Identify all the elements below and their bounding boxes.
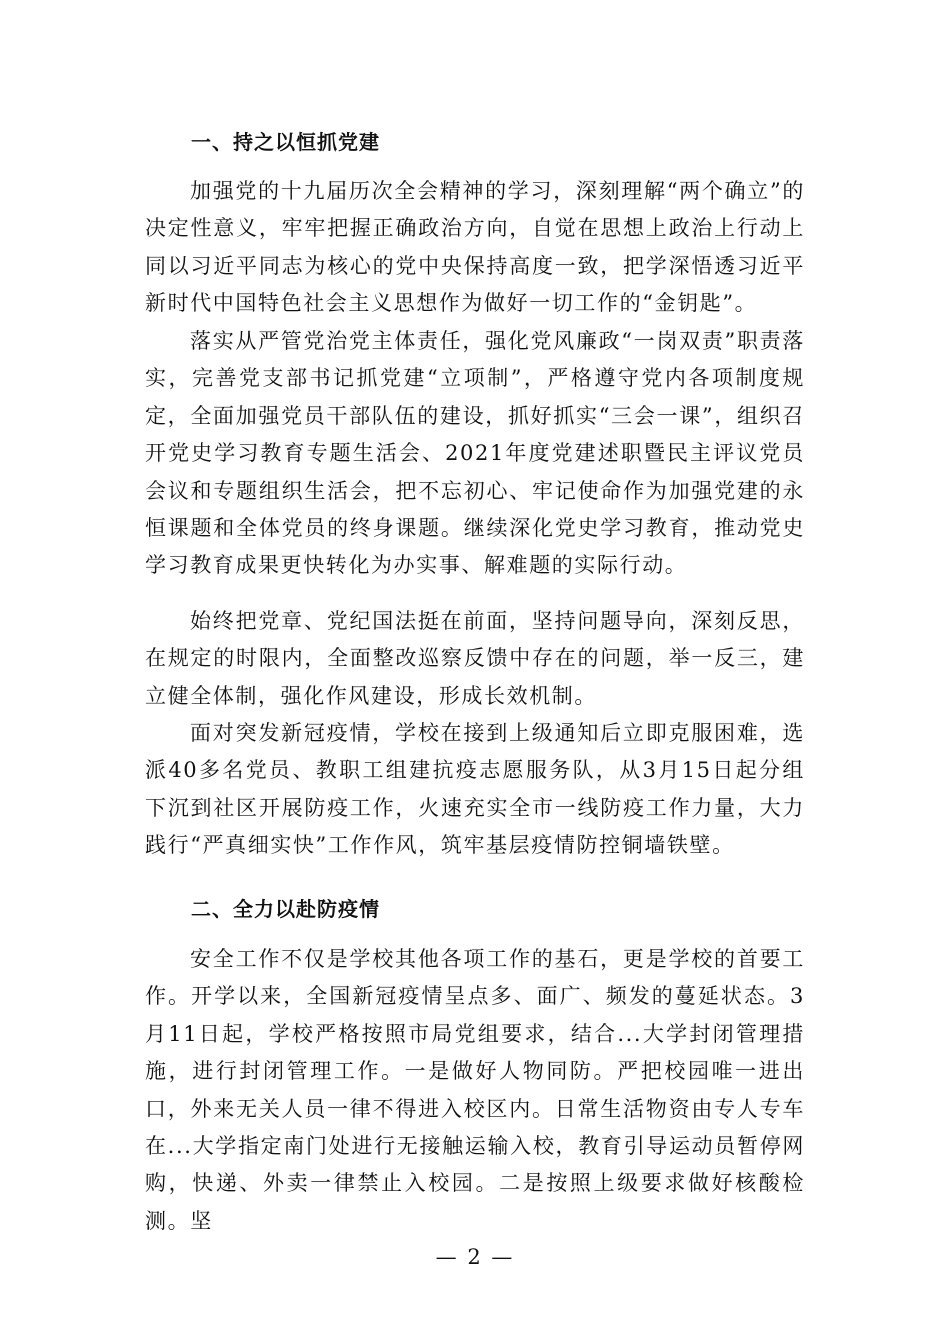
paragraph-3: 始终把党章、党纪国法挺在前面，坚持问题导向，深刻反思，在规定的时限内，全面整改巡察反馈中存在的问题，举一反三，建立健全体制，强化作风建设，形成长效机制。 xyxy=(145,609,805,708)
paragraph-4: 面对突发新冠疫情，学校在接到上级通知后立即克服困难，选派40多名党员、教职工组建抗疫志愿服务队，从3月15日起分组下沉到社区开展防疫工作，火速充实全市一线防疫工作力量，大力践行“严真细实快”工作作风，筑牢基层疫情防控铜墙铁壁。 xyxy=(145,721,805,858)
section-heading-1: 一、持之以恒抓党建 xyxy=(191,130,380,154)
section-heading-2: 二、全力以赴防疫情 xyxy=(191,897,380,921)
paragraph-5: 安全工作不仅是学校其他各项工作的基石，更是学校的首要工作。开学以来，全国新冠疫情呈点多、面广、频发的蔓延状态。3月11日起，学校严格按照市局党组要求，结合...大学封闭管理措施，进行封闭管理工作。一是做好人物同防。严把校园唯一进出口，外来无关人员一律不得进入校区内。日常生活物资由专人专车在...大学指定南门处进行无接触运输入校，教育引导运动员暂停网购，快递、外卖一律禁止入校园。二是按照上级要求做好核酸检测。坚 xyxy=(145,947,805,1233)
paragraph-1: 加强党的十九届历次全会精神的学习，深刻理解“两个确立”的决定性意义，牢牢把握正确政治方向，自觉在思想上政治上行动上同以习近平同志为核心的党中央保持高度一致，把学深悟透习近平新时代中国特色社会主义思想作为做好一切工作的“金钥匙”。 xyxy=(145,179,805,316)
paragraph-2: 落实从严管党治党主体责任，强化党风廉政“一岗双责”职责落实，完善党支部书记抓党建“立项制”，严格遵守党内各项制度规定，全面加强党员干部队伍的建设，抓好抓实“三会一课”，组织召开党史学习教育专题生活会、2021年度党建述职暨民主评议党员会议和专题组织生活会，把不忘初心、牢记使命作为加强党建的永恒课题和全体党员的终身课题。继续深化党史学习教育，推动党史学习教育成果更快转化为办实事、解难题的实际行动。 xyxy=(145,329,805,578)
page-number: — 2 — xyxy=(435,1245,515,1269)
